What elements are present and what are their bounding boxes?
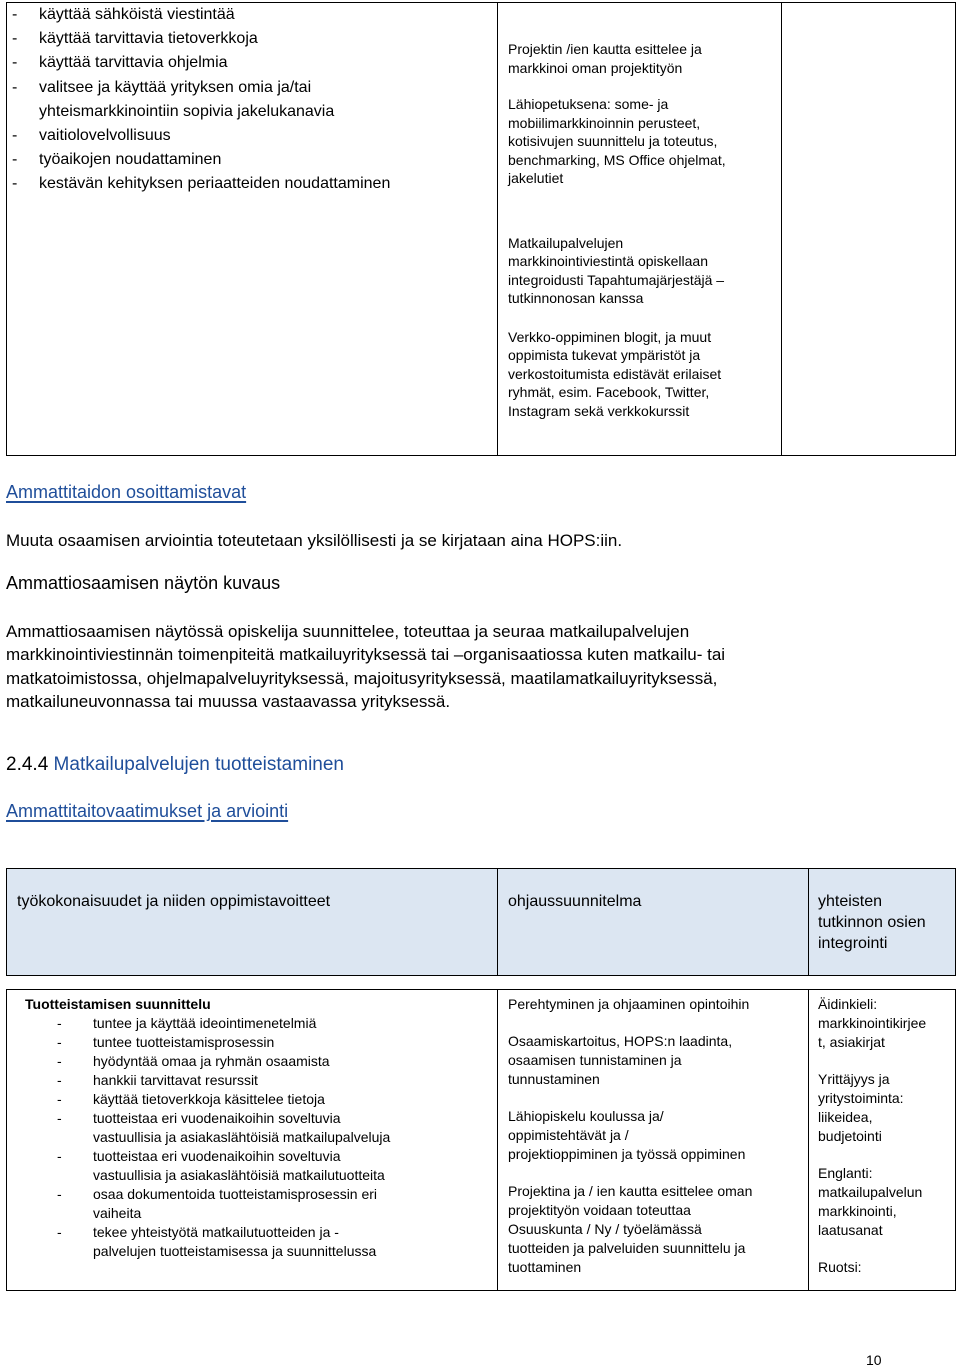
- list-item-text: tuntee tuotteistamisprosessin: [93, 1034, 275, 1050]
- list-dash: -: [12, 54, 18, 72]
- description-line: matkatoimistossa, ohjelmapalveluyrityksessä, majoitusyrityksessä, maatilamatkailuyrityksessä,: [6, 668, 718, 688]
- header-line: tutkinnon osien: [818, 914, 926, 931]
- list-item-text: kestävän kehityksen periaatteiden noudattaminen: [39, 175, 391, 193]
- paragraph: [818, 1258, 926, 1277]
- top-col2-cell: [508, 40, 726, 420]
- paragraph-line: Verkko-oppiminen blogit, ja muut: [508, 328, 712, 345]
- list-item: [12, 124, 390, 148]
- description-line: Ammattiosaamisen näytössä opiskelija suunnittelee, toteuttaa ja seuraa matkailupalvelujen: [6, 622, 690, 641]
- list-item-text: tuotteistaa eri vuodenaikoihin soveltuvia: [93, 1110, 341, 1126]
- list-dash: [57, 1128, 93, 1147]
- paragraph-line: laatusanat: [818, 1222, 883, 1238]
- paragraph: [508, 1107, 752, 1164]
- list-item: [57, 1204, 390, 1223]
- list-dash: [57, 1242, 93, 1261]
- paragraph-line: kotisivujen suunnittelu ja toteutus,: [508, 133, 718, 149]
- ammattitaidon-text: Muuta osaamisen arviointia toteutetaan yksilöllisesti ja se kirjataan aina HOPS:iin.: [6, 531, 623, 550]
- bottom-col3-cell: [818, 995, 926, 1295]
- col1-title: Tuotteistamisen suunnittelu: [25, 996, 211, 1012]
- list-item: [57, 1242, 390, 1261]
- list-dash: -: [57, 1053, 62, 1069]
- paragraph-line: tutkinnonosan kanssa: [508, 290, 644, 306]
- list-item: [12, 3, 390, 27]
- list-item: [57, 1147, 390, 1166]
- list-dash: [57, 1204, 93, 1223]
- list-dash: [57, 1166, 93, 1185]
- paragraph-line: oppimista tukevat ympäristöt ja: [508, 347, 701, 363]
- paragraph-line: projektioppiminen ja työssä oppiminen: [508, 1146, 746, 1162]
- paragraph-line: tunnustaminen: [508, 1071, 600, 1087]
- list-item: [57, 1185, 390, 1204]
- list-item: [12, 27, 390, 51]
- paragraph-line: Projektin /ien kautta esittelee ja: [508, 41, 702, 57]
- bottom-col1-cell: [25, 995, 390, 1261]
- list-dash: -: [12, 127, 18, 145]
- section-number: 2.4.4: [6, 754, 49, 775]
- table-divider: [808, 869, 809, 975]
- list-item-text: palvelujen tuotteistamisessa ja suunnittelussa: [93, 1243, 377, 1259]
- paragraph: [508, 1032, 752, 1089]
- list-item: [57, 1071, 390, 1090]
- header-ohjaussuunnitelma: ohjaussuunnitelma: [508, 893, 642, 910]
- paragraph-line: osaamisen tunnistaminen ja: [508, 1052, 682, 1068]
- list-dash: -: [12, 175, 18, 193]
- list-item: [12, 148, 390, 172]
- list-dash: -: [12, 78, 18, 96]
- paragraph-line: Osuuskunta / Ny / työelämässä: [508, 1221, 702, 1237]
- table-divider: [497, 869, 498, 975]
- bottom-table-body: [6, 989, 956, 1291]
- list-item-text: käyttää tarvittavia tietoverkkoja: [39, 30, 258, 48]
- paragraph: [508, 234, 726, 308]
- paragraph-line: tuottaminen: [508, 1259, 582, 1275]
- description-line: matkailuneuvonnassa tai muussa vastaavassa yrityksessä.: [6, 692, 451, 712]
- list-item: [12, 51, 390, 75]
- list-item-text: vaiheita: [93, 1205, 142, 1221]
- paragraph-line: ryhmät, esim. Facebook, Twitter,: [508, 384, 710, 400]
- list-item: [12, 172, 390, 196]
- paragraph-line: t, asiakirjat: [818, 1034, 885, 1050]
- paragraph-line: liikeidea,: [818, 1109, 873, 1125]
- header-tyokokonaisuudet: työkokonaisuudet ja niiden oppimistavoitteet: [17, 893, 331, 910]
- table-divider: [781, 3, 782, 455]
- list-dash: -: [57, 1148, 62, 1164]
- list-item-text: käyttää sähköistä viestintää: [39, 6, 235, 23]
- paragraph-line: mobiilimarkkinoinnin perusteet,: [508, 114, 701, 131]
- page-number: 10: [866, 1352, 882, 1368]
- list-item-text: käyttää tarvittavia ohjelmia: [39, 54, 228, 72]
- list-dash: -: [57, 1034, 62, 1050]
- list-item: [57, 1166, 390, 1185]
- list-item-text: yhteismarkkinointiin sopivia jakelukanavia: [39, 102, 335, 120]
- list-item-text: hankkii tarvittavat resurssit: [93, 1072, 258, 1088]
- bottom-col2-cell: [508, 995, 752, 1295]
- header-integrointi: [818, 891, 926, 954]
- paragraph-line: matkailupalvelun: [818, 1184, 923, 1200]
- list-dash: [12, 100, 39, 124]
- list-dash: -: [12, 6, 18, 23]
- paragraph-line: integroidusti Tapahtumajärjestäjä –: [508, 271, 725, 288]
- table-divider: [497, 3, 498, 455]
- section-title: Matkailupalvelujen tuotteistaminen: [53, 754, 344, 775]
- list-item: [57, 1052, 390, 1071]
- naytto-heading: Ammattiosaamisen näytön kuvaus: [6, 573, 281, 593]
- paragraph-line: Projektina ja / ien kautta esittelee oman: [508, 1183, 753, 1199]
- list-item: [12, 76, 390, 100]
- paragraph-line: Yrittäjyys ja: [818, 1071, 890, 1087]
- list-item: [57, 1014, 390, 1033]
- list-dash: -: [12, 30, 18, 48]
- list-item: [12, 100, 390, 124]
- list-item: [57, 1128, 390, 1147]
- ammattitaidon-heading[interactable]: Ammattitaidon osoittamistavat: [6, 482, 247, 502]
- list-item-text: vastuullisia ja asiakaslähtöisiä matkailutuotteita: [93, 1167, 385, 1183]
- paragraph-line: verkostoitumista edistävät erilaiset: [508, 365, 722, 382]
- paragraph-line: Englanti:: [818, 1165, 873, 1181]
- list-item-text: osaa dokumentoida tuotteistamisprosessin eri: [93, 1186, 378, 1202]
- list-item-text: vastuullisia ja asiakaslähtöisiä matkailupalveluja: [93, 1129, 391, 1145]
- paragraph-line: yritystoiminta:: [818, 1090, 904, 1106]
- list-dash: -: [57, 1186, 62, 1202]
- paragraph-line: oppimistehtävät ja /: [508, 1127, 629, 1143]
- table-divider: [808, 990, 809, 1290]
- list-item: [57, 1033, 390, 1052]
- paragraph: [818, 995, 926, 1052]
- paragraph: [508, 40, 726, 77]
- list-item-text: vaitiolovelvollisuus: [39, 127, 171, 145]
- paragraph: [508, 995, 752, 1014]
- paragraph-line: Lähiopetuksena: some- ja: [508, 96, 669, 112]
- list-dash: -: [57, 1072, 62, 1088]
- paragraph-line: markkinoi oman projektityön: [508, 59, 683, 76]
- header-line: yhteisten: [818, 893, 883, 910]
- top-col1-cell: [12, 3, 390, 197]
- list-dash: -: [12, 151, 18, 169]
- paragraph-line: Matkailupalvelujen: [508, 234, 624, 251]
- paragraph: [508, 1182, 752, 1277]
- skills-list: [12, 3, 390, 197]
- paragraph-line: Instagram sekä verkkokurssit: [508, 402, 690, 419]
- paragraph-line: Lähiopiskelu koulussa ja/: [508, 1108, 664, 1124]
- paragraph-line: budjetointi: [818, 1128, 882, 1144]
- list-dash: -: [57, 1091, 62, 1107]
- paragraph-line: benchmarking, MS Office ohjelmat,: [508, 151, 726, 168]
- list-item-text: työaikojen noudattaminen: [39, 151, 222, 169]
- top-table: [6, 2, 956, 456]
- list-item-text: tekee yhteistyötä matkailutuotteiden ja -: [93, 1224, 339, 1240]
- list-item-text: hyödyntää omaa ja ryhmän osaamista: [93, 1053, 330, 1069]
- paragraph-line: markkinointikirjee: [818, 1015, 927, 1031]
- header-line: integrointi: [818, 935, 888, 952]
- list-dash: -: [57, 1224, 62, 1240]
- list-dash: -: [57, 1015, 62, 1031]
- list-item-text: valitsee ja käyttää yrityksen omia ja/tai: [39, 78, 312, 96]
- paragraph-line: jakelutiet: [508, 170, 564, 186]
- paragraph: [508, 95, 726, 188]
- list-dash: -: [57, 1110, 62, 1126]
- naytto-description: [6, 620, 725, 714]
- list-item: [57, 1090, 390, 1109]
- bottom-table-header: [6, 868, 956, 976]
- list-item-text: tuotteistaa eri vuodenaikoihin soveltuvia: [93, 1148, 341, 1164]
- paragraph-line: Perehtyminen ja ohjaaminen opintoihin: [508, 996, 750, 1012]
- table-divider: [497, 990, 498, 1290]
- paragraph: [818, 1070, 926, 1146]
- list-item-text: tuntee ja käyttää ideointimenetelmiä: [93, 1015, 317, 1031]
- list-item: [57, 1223, 390, 1242]
- list-item-text: käyttää tietoverkkoja käsittelee tietoja: [93, 1091, 325, 1107]
- paragraph-line: tuotteiden ja palveluiden suunnittelu ja: [508, 1240, 746, 1256]
- paragraph-line: projektityön voidaan toteuttaa: [508, 1202, 691, 1218]
- paragraph: [818, 1164, 926, 1240]
- paragraph-line: Ruotsi:: [818, 1259, 862, 1275]
- paragraph-line: Osaamiskartoitus, HOPS:n laadinta,: [508, 1033, 733, 1049]
- tuotteistaminen-list: [57, 1014, 390, 1261]
- section-heading[interactable]: [6, 754, 344, 776]
- list-item: [57, 1109, 390, 1128]
- paragraph-line: Äidinkieli:: [818, 996, 878, 1012]
- paragraph: [508, 328, 726, 421]
- paragraph-line: markkinointiviestintä opiskellaan: [508, 253, 708, 269]
- paragraph-line: markkinointi,: [818, 1203, 897, 1219]
- vaatimukset-heading[interactable]: Ammattitaitovaatimukset ja arviointi: [6, 801, 289, 821]
- description-line: markkinointiviestinnän toimenpiteitä matkailuyrityksessä tai –organisaatiossa kuten matkailu- tai: [6, 645, 726, 665]
